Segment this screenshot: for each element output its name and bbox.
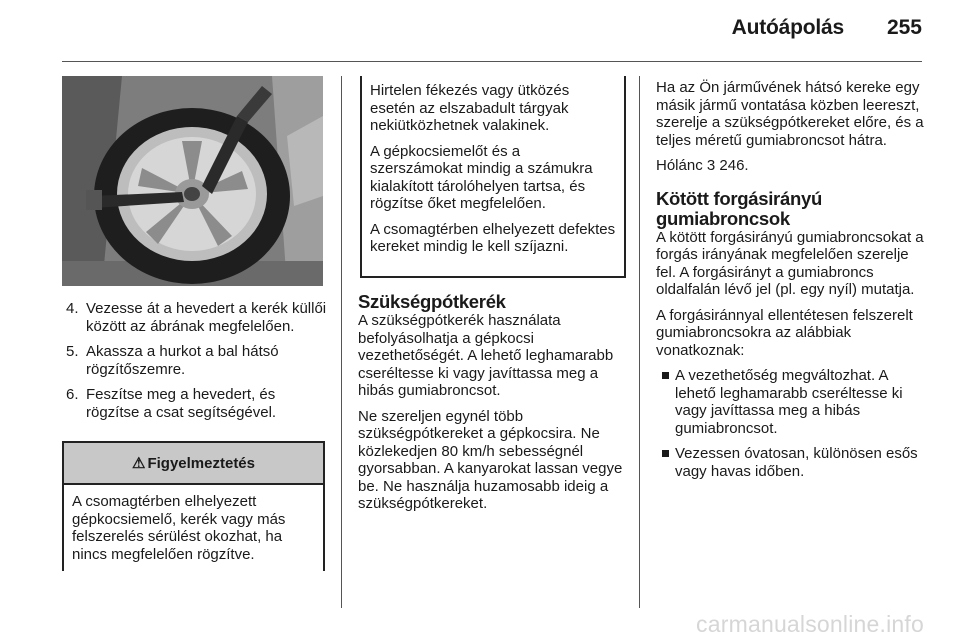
warning-text: A csomagtérben elhelyezett gépkocsiemelő, kerék vagy más felszerelés sérülést okozhat, ha nincs megfelelően rögzítve.	[72, 493, 286, 563]
bullet-text: A vezethetőség megváltozhat. A lehető leghamarabb cseréltesse ki vagy javíttassa meg a hibás gumiabroncsot.	[675, 367, 903, 437]
step-number: 4.	[66, 300, 79, 317]
list-item	[656, 445, 924, 480]
list-item	[62, 386, 327, 421]
cross-reference[interactable]	[656, 157, 924, 175]
step-number: 6.	[66, 386, 79, 403]
list-item	[62, 300, 327, 335]
step-text: Vezesse át a hevedert a kerék küllői között az ábrának megfelelően.	[86, 300, 327, 335]
column-divider-left	[341, 76, 342, 608]
warning-triangle-icon: ⚠	[132, 455, 146, 472]
bullet-square-icon	[662, 450, 669, 457]
spare-wheel-section	[358, 292, 630, 521]
paragraph: Ha az Ön járművének hátsó kereke egy másik jármű vontatása közben leereszt, szerelje a szükségpótkereket előre, és a teljes méretű gumiabroncsot hátra.	[656, 79, 924, 149]
list-item	[62, 343, 327, 378]
bullet-square-icon	[662, 372, 669, 379]
header-divider	[62, 61, 922, 62]
paragraph: A szükségpótkerék használata befolyásolhatja a gépkocsi vezethetőségét. A lehető leghamarabb cseréltesse ki vagy javíttassa meg a hibás gumiabroncsot.	[358, 312, 614, 399]
warning-title: Figyelmeztetés	[147, 454, 255, 472]
page-title: Autóápolás	[731, 16, 844, 39]
step-text: Feszítse meg a hevedert, és rögzítse a csat segítségével.	[86, 386, 277, 421]
page-number: 255	[886, 16, 922, 39]
column-divider-right	[639, 76, 640, 608]
watermark: carmanualsonline.info	[696, 611, 924, 637]
bullet-text: Vezessen óvatosan, különösen esős vagy havas időben.	[675, 445, 918, 480]
note-paragraph: A gépkocsiemelőt és a szerszámokat mindig a számukra kialakított tárolóhelyen tartsa, és rögzítse őket megfelelően.	[370, 142, 593, 212]
reference-page: 246.	[719, 157, 749, 174]
reference-label: Hólánc	[656, 157, 703, 174]
installation-steps	[62, 300, 327, 429]
section-heading: Szükségpótkerék	[358, 291, 506, 312]
right-column	[656, 79, 924, 488]
paragraph: A forgásiránnyal ellentétesen felszerelt gumiabroncsokra az alábbiak vonatkoznak:	[656, 306, 913, 359]
paragraph: A kötött forgásirányú gumiabroncsokat a forgás irányának megfelelően szerelje fel. A forgásirányt a gumiabroncs oldalfalán lévő jel (pl. egy nyíl) mutatja.	[656, 228, 924, 298]
warning-box	[62, 441, 325, 571]
section-heading: Kötött forgásirányú gumiabroncsok	[656, 187, 822, 229]
reference-arrow-icon: 3	[706, 157, 716, 174]
note-paragraph: Hirtelen fékezés vagy ütközés esetén az elszabadult tárgyak nekiütközhetnek valakinek.	[370, 82, 570, 134]
list-item	[656, 367, 924, 437]
warning-header	[64, 443, 323, 485]
step-text: Akassza a hurkot a bal hátsó rögzítőszemre.	[86, 343, 279, 378]
paragraph: Ne szereljen egynél több szükségpótkereket a gépkocsira. Ne közlekedjen 80 km/h sebességnél gyorsabban. A kanyarokat lassan vegye be. Ne használja huzamosabb ideig a szükségpótkereket.	[358, 407, 623, 512]
note-box	[360, 76, 626, 278]
note-paragraph: A csomagtérben elhelyezett defektes kereket mindig le kell szíjazni.	[370, 220, 616, 255]
step-number: 5.	[66, 343, 79, 360]
spare-wheel-photo	[62, 76, 323, 286]
